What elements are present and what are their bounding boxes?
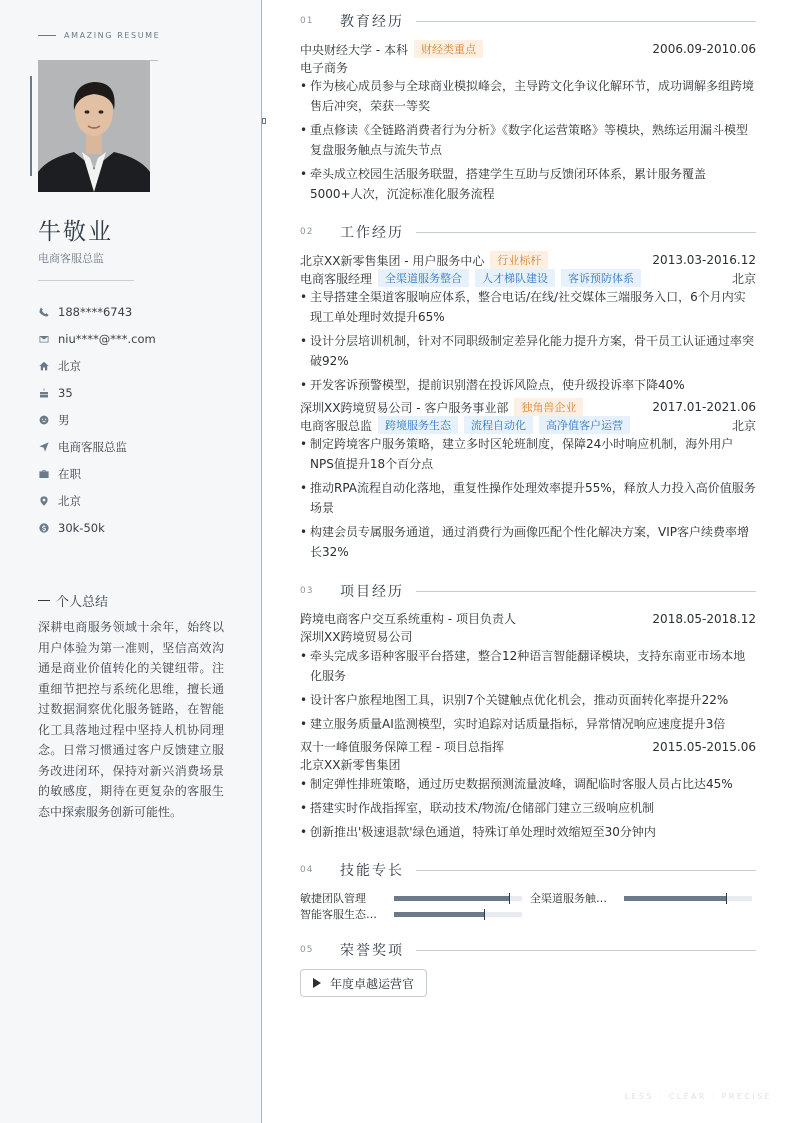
education-major-row	[300, 59, 756, 76]
candidate-role: 电商客服总监	[38, 252, 104, 265]
contact-age	[38, 379, 156, 406]
work-bullet: • 构建会员专属服务通道，通过消费行为画像匹配个性化解决方案，VIP客户续费率增长32%	[300, 522, 756, 562]
skill-tag: 全渠道服务整合	[378, 269, 469, 287]
project-period: 2018.05-2018.12	[652, 611, 756, 626]
contact-status	[38, 460, 156, 487]
mail-icon	[38, 333, 50, 345]
face-icon	[38, 414, 50, 426]
work-company-row	[300, 398, 756, 416]
work-company-row	[300, 251, 756, 269]
section-rule	[416, 870, 756, 871]
sidebar-edge-mark	[262, 118, 266, 124]
award-title: 年度卓越运营官	[330, 976, 415, 991]
skill-tag: 客诉预防体系	[561, 269, 641, 287]
section-work-header	[300, 222, 756, 242]
section-rule	[416, 591, 756, 592]
skill-name: 智能客服生态…	[300, 908, 377, 921]
photo-accent-bar	[30, 76, 32, 176]
project-bullet: • 创新推出'极速退款'绿色通道，特殊订单处理时效缩短至30分钟内	[300, 822, 756, 842]
work-bullet: • 设计分层培训机制，针对不同职级制定差异化能力提升方案，骨干员工认证通过率突破92%	[300, 331, 756, 371]
sidebar-divider	[38, 280, 134, 281]
summary-text: 深耕电商服务领域十余年，始终以用户体验为第一准则，坚信高效沟通是商业价值转化的关键纽带。注重细节把控与系统化思维，擅长通过数据洞察优化服务链路，在智能化工具落地过程中坚持人机协同理念。日常习惯通过客户反馈建立服务改进闭环，保持对新兴消费场景的敏感度，期待在更复杂的客服生态中探索服务创新可能性。	[38, 620, 224, 819]
brand-text: AMAZING RESUME	[64, 31, 161, 40]
skill-bar-marker	[484, 909, 485, 920]
section-rule	[416, 232, 756, 233]
company-tag: 独角兽企业	[514, 398, 583, 416]
work-position: 电商客服总监	[300, 418, 373, 433]
section-number: 05	[300, 945, 314, 955]
contact-location	[38, 487, 156, 514]
project-bullet: • 牵头完成多语种客服平台搭建，整合12种语言智能翻译模块，支持东南亚市场本地化服务	[300, 646, 756, 686]
education-period: 2006.09-2010.06	[652, 42, 756, 56]
project-bullet: • 建立服务质量AI监测模型，实时追踪对话质量指标，异常情况响应速度提升3倍	[300, 714, 756, 734]
sidebar	[0, 0, 262, 1123]
contact-text: 在职	[58, 466, 81, 481]
education-bullet: • 重点修读《全链路消费者行为分析》《数字化运营策略》等模块，熟练运用漏斗模型复盘服务触点与流失节点	[300, 120, 756, 160]
photo-corner-line	[146, 60, 158, 61]
briefcase-icon	[38, 468, 50, 480]
send-icon	[38, 441, 50, 453]
skill-tag: 流程自动化	[464, 416, 533, 434]
contact-text: niu****@***.com	[58, 331, 156, 346]
coin-icon	[38, 522, 50, 534]
skill-tag: 跨境服务生态	[378, 416, 458, 434]
contact-home	[38, 352, 156, 379]
work-city: 北京	[731, 418, 756, 433]
cake-icon	[38, 387, 50, 399]
work-company: 深圳XX跨境贸易公司 - 客户服务事业部	[300, 400, 509, 415]
skill-bar-marker	[509, 893, 510, 904]
education-bullet: • 牵头成立校园生活服务联盟，搭建学生互助与反馈闭环体系，累计服务覆盖5000+人次，沉淀标准化服务流程	[300, 164, 756, 204]
work-position-row	[300, 416, 756, 434]
section-number: 01	[300, 16, 314, 26]
education-major: 电子商务	[300, 61, 349, 75]
section-number: 04	[300, 865, 314, 875]
work-position-row	[300, 269, 756, 287]
section-title: 荣誉奖项	[340, 943, 404, 959]
brand	[38, 31, 160, 40]
skill-tag: 人才梯队建设	[475, 269, 555, 287]
section-title: 教育经历	[340, 14, 404, 30]
contact-email	[38, 325, 156, 352]
section-education-header	[300, 11, 756, 31]
project-name: 跨境电商客户交互系统重构 - 项目负责人	[300, 612, 516, 626]
project-org-row	[300, 756, 756, 773]
skill-bar	[394, 896, 522, 901]
contact-text: 188****6743	[58, 304, 133, 319]
section-projects-header	[300, 581, 756, 601]
work-bullet: • 主导搭建全渠道客服响应体系，整合电话/在线/社交媒体三端服务入口，6个月内实现工单处理时效提升65%	[300, 287, 756, 327]
school-tag: 财经类重点	[414, 40, 483, 58]
company-tag: 行业标杆	[490, 251, 548, 269]
contact-gender	[38, 406, 156, 433]
skill-bar-marker	[726, 893, 727, 904]
contact-text: 北京	[58, 493, 81, 508]
skill-name: 敏捷团队管理	[300, 892, 366, 905]
contact-text: 北京	[58, 358, 81, 373]
skill-name: 全渠道服务触…	[530, 892, 607, 905]
work-company: 北京XX新零售集团 - 用户服务中心	[300, 253, 485, 268]
contact-phone	[38, 298, 156, 325]
skill-item	[530, 890, 752, 906]
work-position: 电商客服经理	[300, 271, 373, 286]
award-badge	[300, 969, 427, 997]
section-title: 工作经历	[340, 225, 404, 241]
contact-text: 30k-50k	[58, 520, 105, 535]
project-org-row	[300, 628, 756, 645]
phone-icon	[38, 306, 50, 318]
location-pin-icon	[38, 495, 50, 507]
skill-item	[300, 906, 522, 922]
project-bullet: • 设计客户旅程地图工具，识别7个关键触点优化机会，推动页面转化率提升22%	[300, 690, 756, 710]
section-title: 技能专长	[340, 863, 404, 879]
section-skills-header	[300, 860, 756, 880]
section-title: 项目经历	[340, 584, 404, 600]
skill-bar	[394, 912, 522, 917]
skill-bar	[624, 896, 752, 901]
work-bullet: • 制定跨境客户服务策略，建立多时区轮班制度，保障24小时响应机制，海外用户NPS值提升18个百分点	[300, 434, 756, 474]
contact-salary	[38, 514, 156, 541]
work-period: 2013.03-2016.12	[652, 253, 756, 267]
skill-bar-fill	[394, 912, 484, 917]
brand-divider	[38, 35, 56, 36]
skill-tag: 高净值客户运营	[539, 416, 630, 434]
project-org: 深圳XX跨境贸易公司	[300, 630, 413, 644]
section-rule	[416, 21, 756, 22]
skill-item	[300, 890, 522, 906]
avatar	[38, 60, 150, 192]
section-number: 02	[300, 227, 314, 237]
skill-bar-fill	[394, 896, 509, 901]
contact-target-role	[38, 433, 156, 460]
candidate-name: 牛敬业	[38, 219, 113, 245]
footer-tagline: LESS · CLEAR · PRECISE	[624, 1092, 772, 1101]
home-icon	[38, 360, 50, 372]
section-awards-header	[300, 940, 756, 960]
contact-text: 电商客服总监	[58, 439, 127, 454]
project-org: 北京XX新零售集团	[300, 758, 401, 772]
work-period: 2017.01-2021.06	[652, 400, 756, 414]
education-bullet: • 作为核心成员参与全球商业模拟峰会，主导跨文化争议化解环节，成功调解多组跨境售后冲突，荣获一等奖	[300, 76, 756, 116]
skill-bar-fill	[624, 896, 726, 901]
work-bullet: • 开发客诉预警模型，提前识别潜在投诉风险点，使升级投诉率下降40%	[300, 375, 756, 395]
work-bullet: • 推动RPA流程自动化落地，重复性操作处理效率提升55%，释放人力投入高价值服务场景	[300, 478, 756, 518]
work-city: 北京	[731, 271, 756, 286]
section-number: 03	[300, 586, 314, 596]
summary-heading-dash	[38, 600, 50, 601]
play-icon	[313, 978, 321, 988]
contact-text: 男	[58, 412, 70, 427]
contact-list	[38, 298, 156, 541]
contact-text: 35	[58, 385, 73, 400]
project-bullet: • 制定弹性排班策略，通过历史数据预测流量波峰，调配临时客服人员占比达45%	[300, 774, 756, 794]
project-title-row	[300, 610, 756, 627]
project-period: 2015.05-2015.06	[652, 739, 756, 754]
project-name: 双十一峰值服务保障工程 - 项目总指挥	[300, 740, 504, 754]
education-school-row	[300, 40, 756, 58]
section-rule	[416, 950, 756, 951]
summary-title: 个人总结	[56, 595, 109, 610]
school-name: 中央财经大学 - 本科	[300, 42, 408, 57]
summary-heading	[38, 591, 108, 610]
project-title-row	[300, 738, 756, 755]
project-bullet: • 搭建实时作战指挥室，联动技术/物流/仓储部门建立三级响应机制	[300, 798, 756, 818]
profile-photo-frame	[38, 60, 150, 192]
